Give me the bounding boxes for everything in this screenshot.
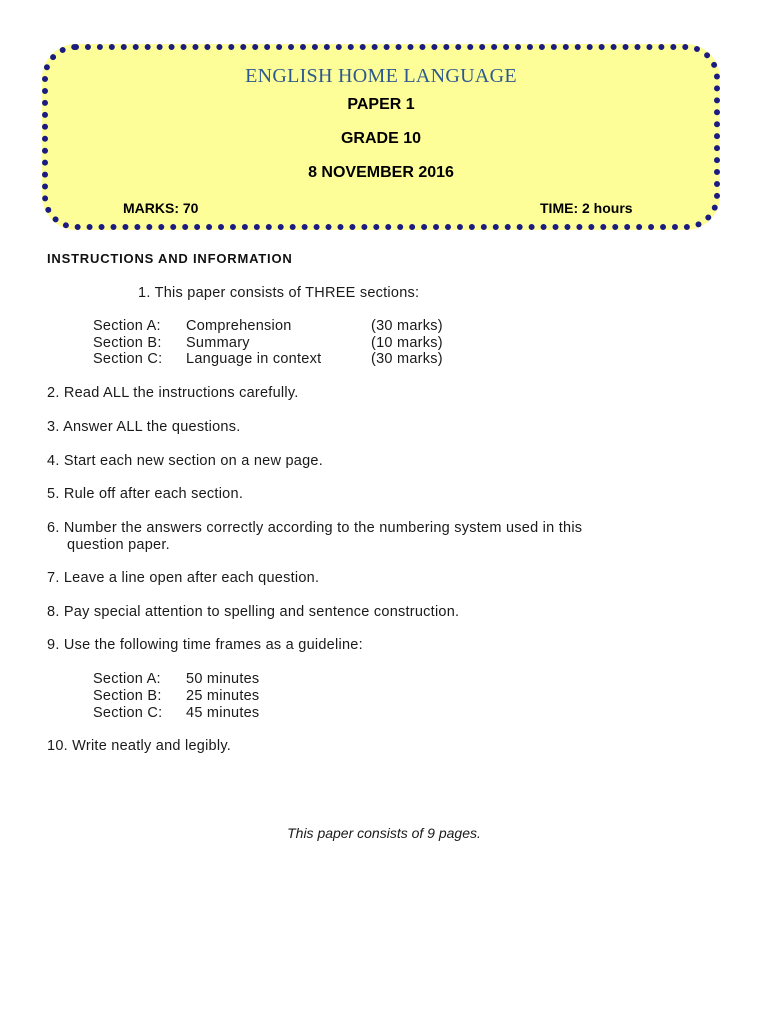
instruction-4: 4. Start each new section on a new page. — [47, 453, 324, 469]
exam-time: TIME: 2 hours — [540, 200, 633, 216]
time-frame-b-duration: 25 minutes — [186, 688, 260, 704]
instruction-5: 5. Rule off after each section. — [47, 486, 244, 502]
instruction-1: 1. This paper consists of THREE sections: — [138, 285, 420, 301]
time-frame-c-duration: 45 minutes — [186, 705, 260, 721]
time-frame-b-label: Section B: — [93, 688, 162, 704]
section-b-name: Summary — [186, 335, 250, 351]
instruction-6: 6. Number the answers correctly according to the numbering system used in this — [47, 520, 583, 536]
time-frame-a-duration: 50 minutes — [186, 671, 260, 687]
section-a-name: Comprehension — [186, 318, 292, 334]
header-box — [42, 44, 720, 230]
grade: GRADE 10 — [340, 130, 422, 147]
section-b-label: Section B: — [93, 335, 162, 351]
instructions-heading: INSTRUCTIONS AND INFORMATION — [47, 251, 293, 266]
section-c-label: Section C: — [93, 351, 163, 367]
section-a-marks: (30 marks) — [371, 318, 443, 334]
total-marks: MARKS: 70 — [123, 200, 199, 216]
page-count-note: This paper consists of 9 pages. — [287, 825, 481, 841]
paper-title: ENGLISH HOME LANGUAGE — [245, 65, 517, 87]
section-a-label: Section A: — [93, 318, 161, 334]
instruction-9: 9. Use the following time frames as a guideline: — [47, 637, 363, 653]
section-b-marks: (10 marks) — [371, 335, 443, 351]
instruction-7: 7. Leave a line open after each question. — [47, 570, 320, 586]
section-c-marks: (30 marks) — [371, 351, 443, 367]
instruction-10: 10. Write neatly and legibly. — [47, 738, 232, 754]
paper-number: PAPER 1 — [347, 96, 415, 113]
instruction-2: 2. Read ALL the instructions carefully. — [47, 385, 299, 401]
time-frame-a-label: Section A: — [93, 671, 161, 687]
time-frame-c-label: Section C: — [93, 705, 163, 721]
instruction-3: 3. Answer ALL the questions. — [47, 419, 241, 435]
instruction-8: 8. Pay special attention to spelling and sentence construction. — [47, 604, 460, 620]
exam-date: 8 NOVEMBER 2016 — [308, 164, 454, 181]
instruction-6-continued: question paper. — [67, 537, 170, 553]
section-c-name: Language in context — [186, 351, 322, 367]
